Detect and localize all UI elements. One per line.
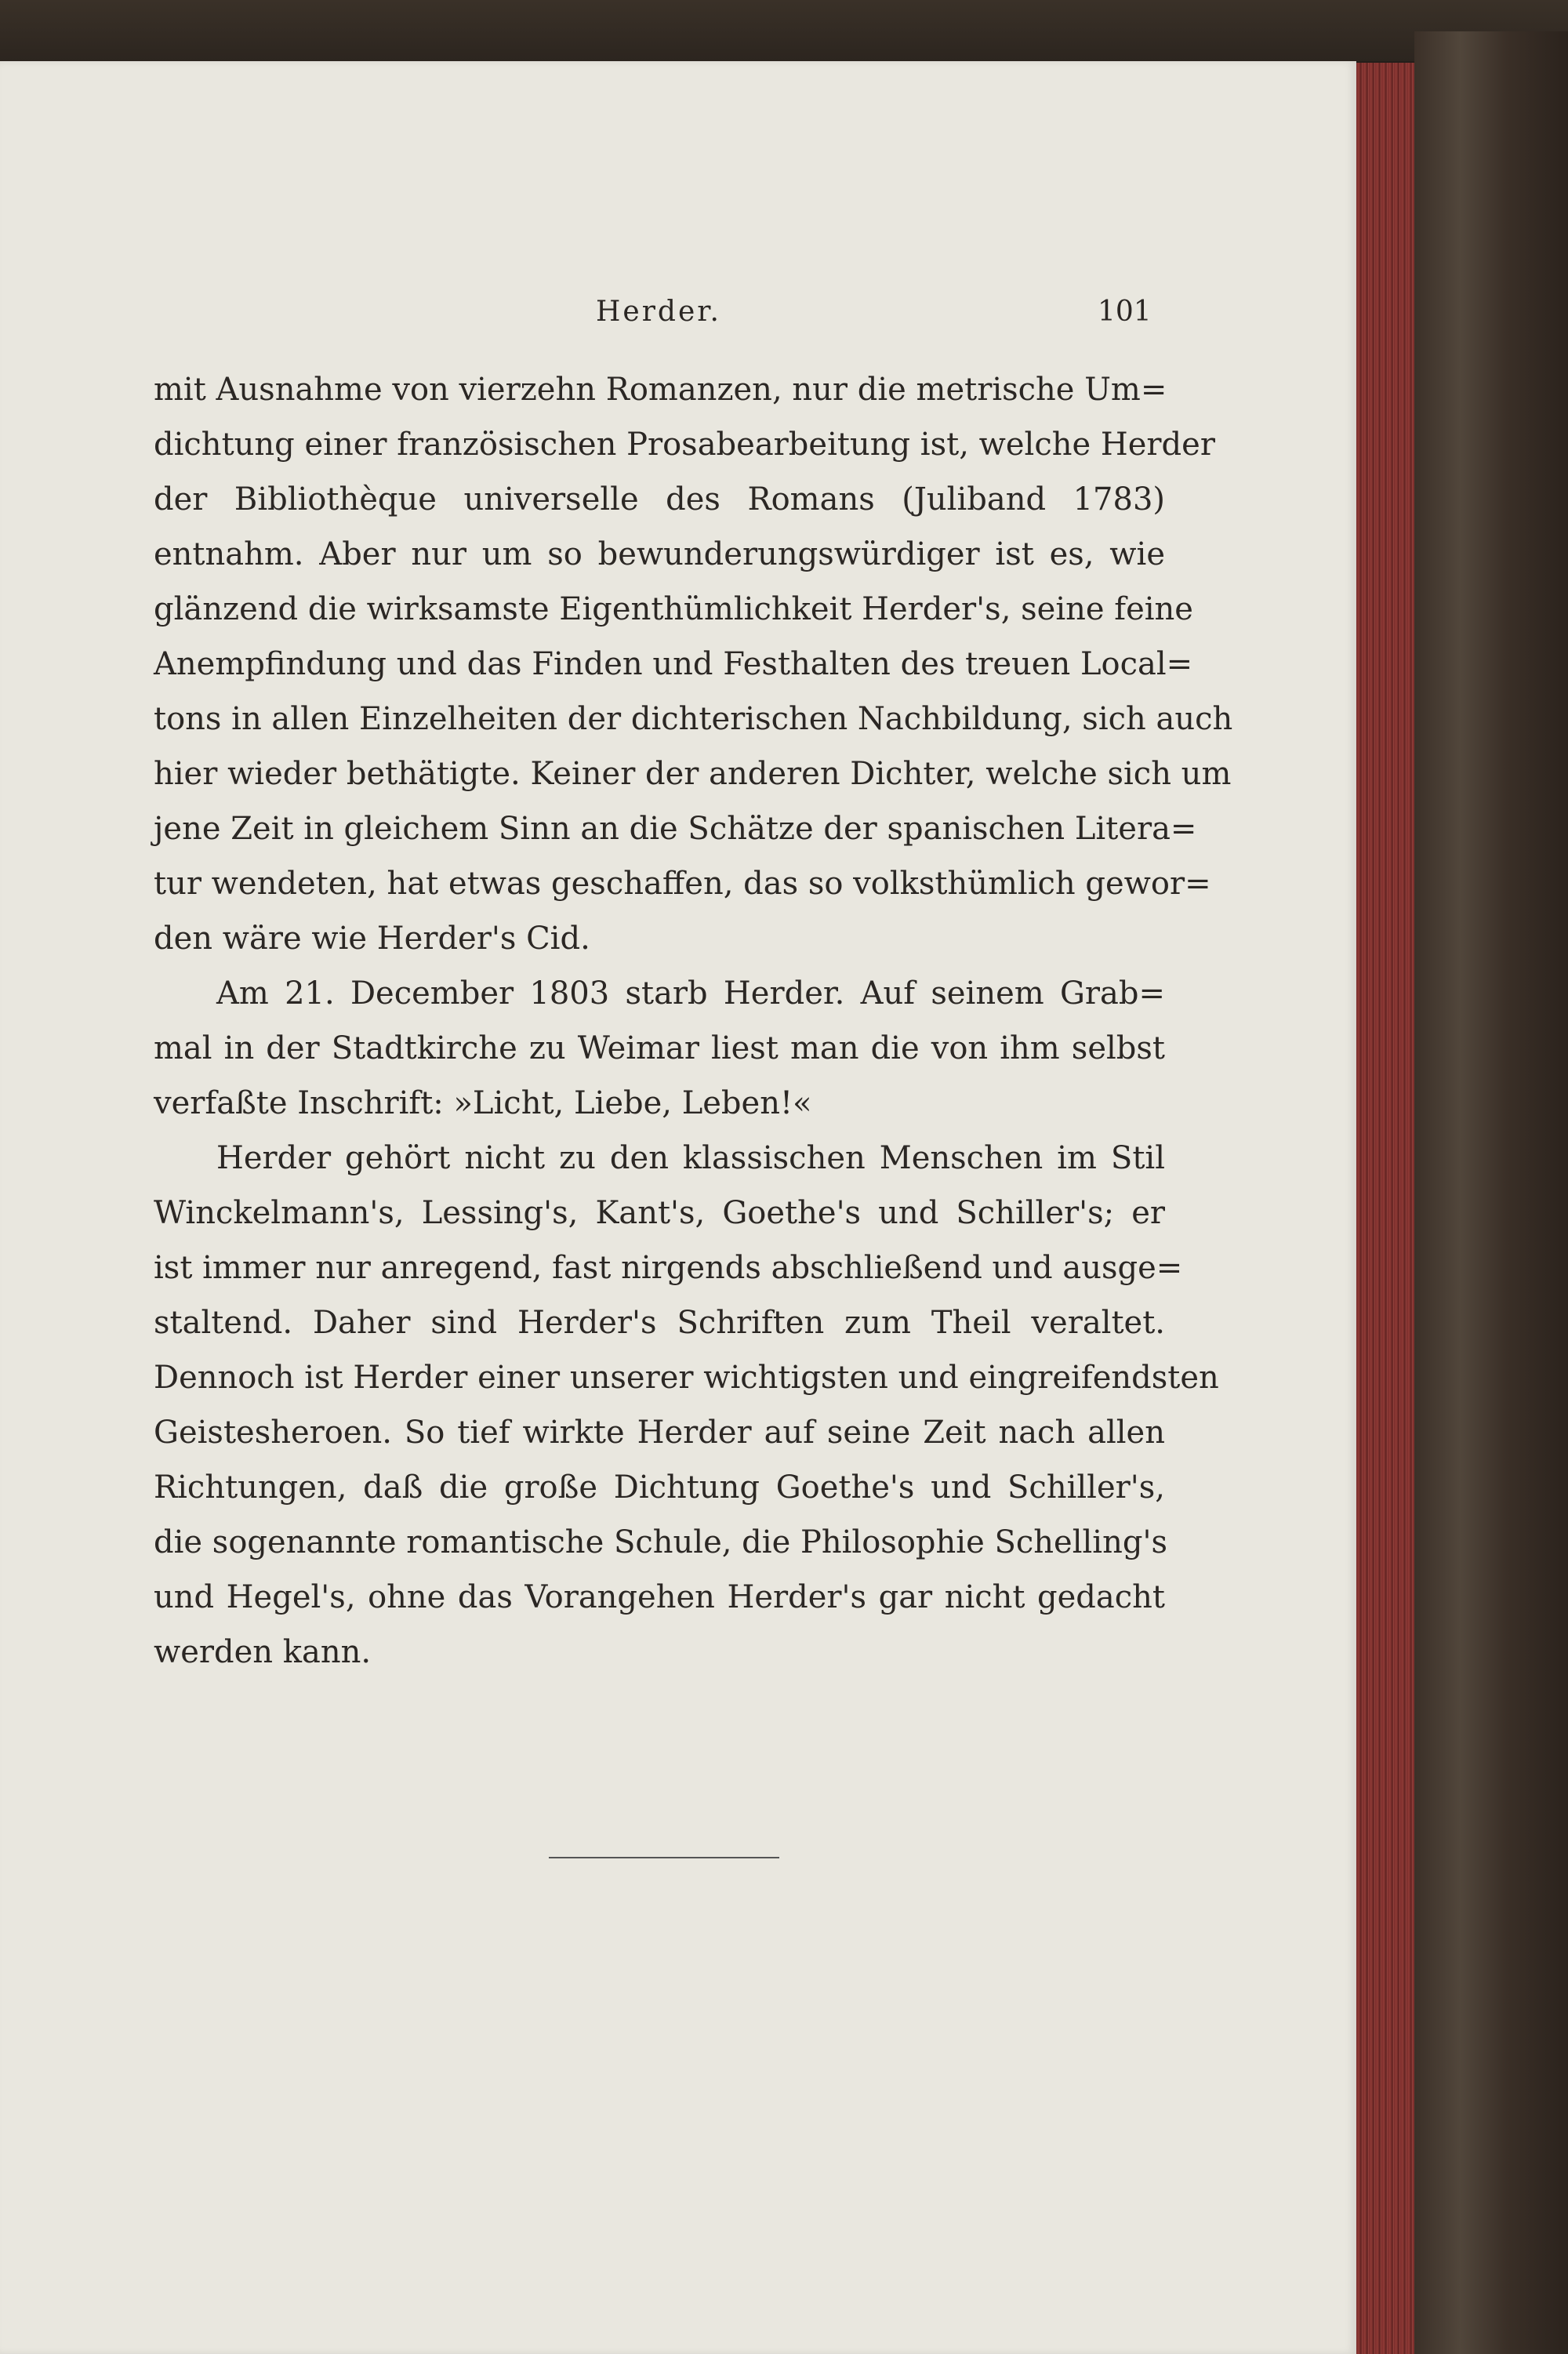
- page-number: 101: [1098, 296, 1152, 328]
- text-line: der Bibliothèque universelle des Romans (Juliband 1783): [154, 481, 1165, 518]
- text-line: und Hegel's, ohne das Vorangehen Herder's gar nicht gedacht: [154, 1579, 1165, 1615]
- text-line: jene Zeit in gleichem Sinn an die Schätze der spanischen Litera=: [154, 811, 1197, 847]
- text-line: Dennoch ist Herder einer unserer wichtigsten und eingreifendsten: [154, 1360, 1219, 1396]
- text-line: Anempfindung und das Finden und Festhalten des treuen Local=: [154, 646, 1193, 682]
- text-line: Winckelmann's, Lessing's, Kant's, Goethe's und Schiller's; er: [154, 1195, 1165, 1231]
- text-line: die sogenannte romantische Schule, die Philosophie Schelling's: [154, 1524, 1167, 1560]
- text-line: werden kann.: [154, 1634, 372, 1670]
- book-page: [0, 61, 1356, 2354]
- text-line: entnahm. Aber nur um so bewunderungswürdiger ist es, wie: [154, 536, 1165, 572]
- section-rule: [549, 1857, 779, 1858]
- text-line: staltend. Daher sind Herder's Schriften zum Theil veraltet.: [154, 1305, 1165, 1341]
- text-line: den wäre wie Herder's Cid.: [154, 921, 590, 957]
- text-line: Richtungen, daß die große Dichtung Goethe's und Schiller's,: [154, 1469, 1165, 1506]
- text-line: mal in der Stadtkirche zu Weimar liest man die von ihm selbst: [154, 1030, 1165, 1066]
- text-line: glänzend die wirksamste Eigenthümlichkeit Herder's, seine feine: [154, 591, 1193, 627]
- text-line: hier wieder bethätigte. Keiner der anderen Dichter, welche sich um: [154, 756, 1232, 792]
- text-line: dichtung einer französischen Prosabearbeitung ist, welche Herder: [154, 427, 1215, 463]
- text-line: verfaßte Inschrift: »Licht, Liebe, Leben!«: [154, 1085, 812, 1121]
- book-cover: [1414, 31, 1568, 2354]
- text-line: Herder gehört nicht zu den klassischen Menschen im Stil: [216, 1140, 1165, 1176]
- text-line: tur wendeten, hat etwas geschaffen, das so volksthümlich gewor=: [154, 866, 1211, 902]
- running-head: Herder.: [596, 296, 721, 328]
- book-cover-top: [0, 0, 1568, 61]
- text-line: tons in allen Einzelheiten der dichterischen Nachbildung, sich auch: [154, 701, 1233, 737]
- text-line: ist immer nur anregend, fast nirgends abschließend und ausge=: [154, 1250, 1183, 1286]
- text-line: Geistesheroen. So tief wirkte Herder auf seine Zeit nach allen: [154, 1415, 1165, 1451]
- text-line: mit Ausnahme von vierzehn Romanzen, nur die metrische Um=: [154, 372, 1167, 408]
- text-line: Am 21. December 1803 starb Herder. Auf seinem Grab=: [216, 975, 1165, 1012]
- page-edges: [1356, 63, 1414, 2354]
- body-text: [154, 362, 1233, 1680]
